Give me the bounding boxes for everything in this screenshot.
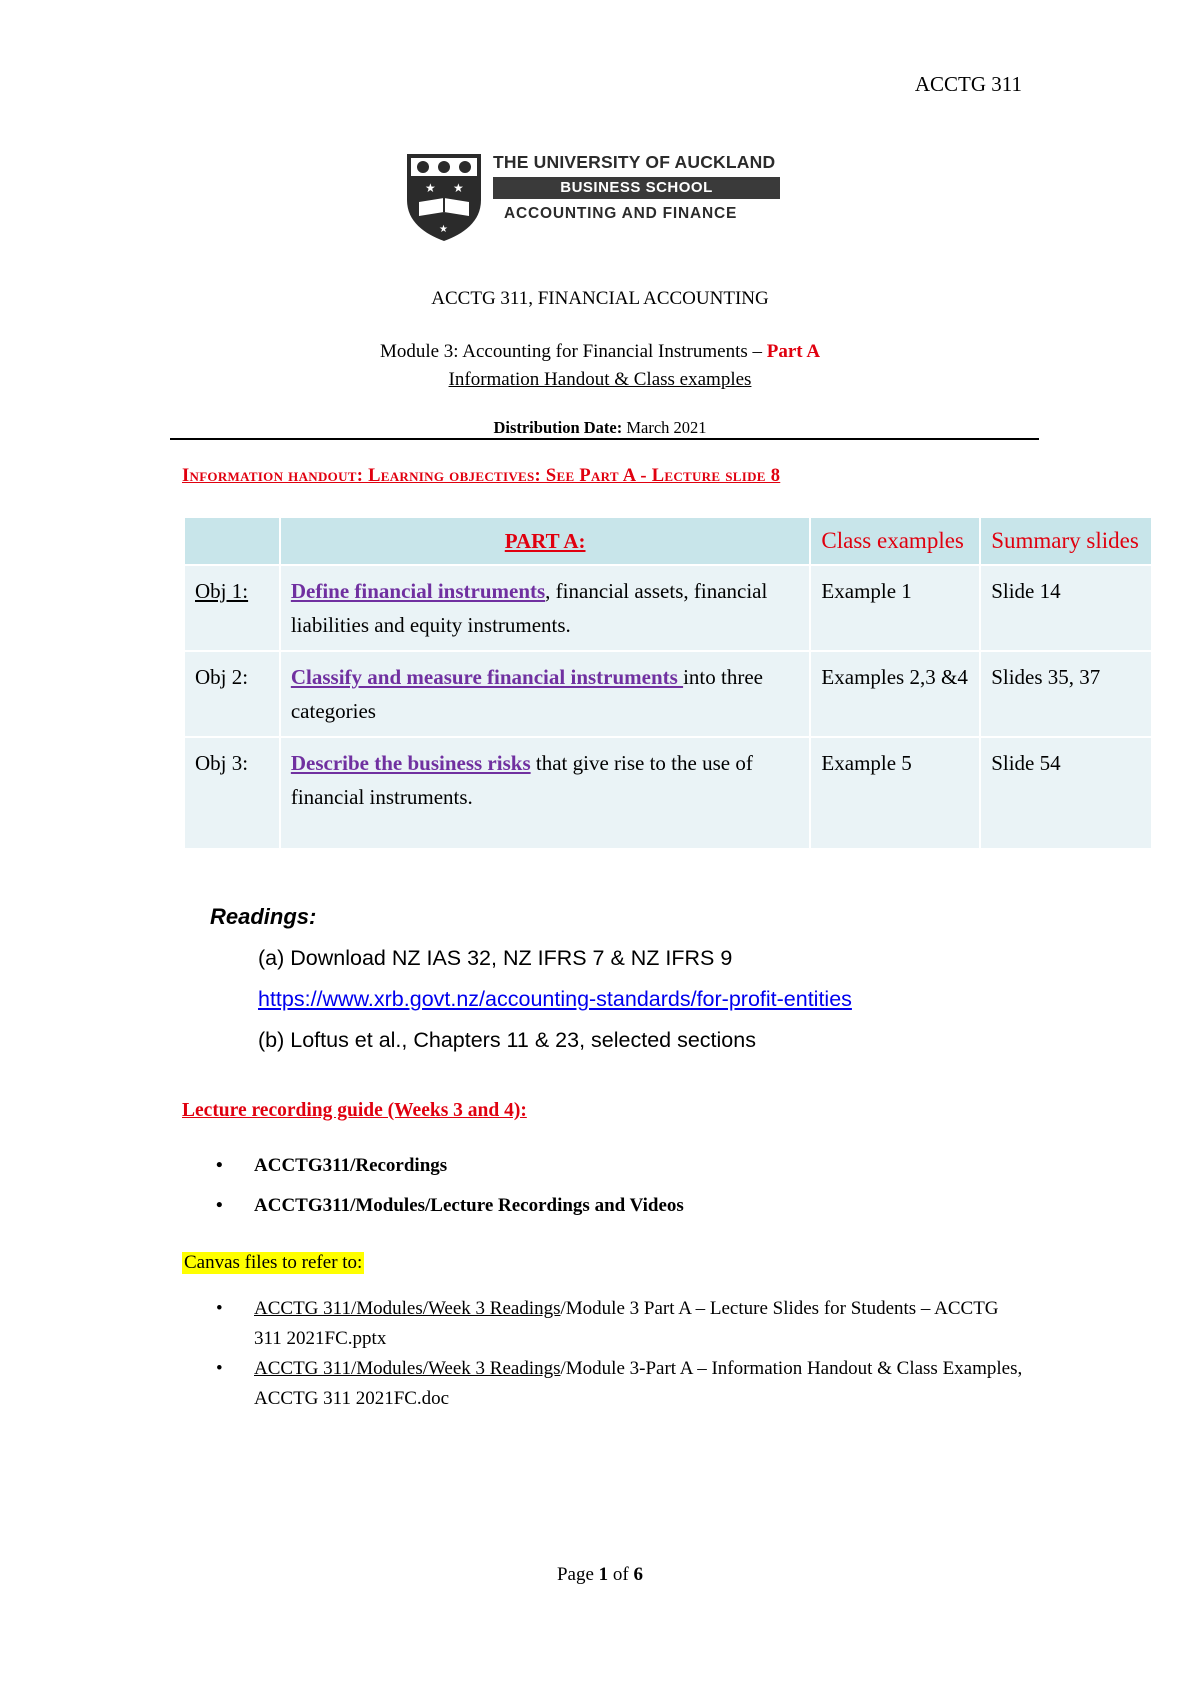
distribution-label: Distribution Date:: [493, 418, 623, 437]
objective-rest: , financial assets, financial liabilities and equity instruments.: [290, 579, 768, 637]
page-current: 1: [598, 1564, 609, 1585]
table-row: [184, 651, 1152, 737]
readings-heading: Readings:: [210, 904, 317, 929]
objectives-table: [183, 516, 1153, 850]
svg-text:★: ★: [439, 224, 448, 235]
module-part: Part A: [766, 341, 821, 362]
university-name: THE UNIVERSITY OF AUCKLAND: [493, 152, 776, 172]
table-header-cell: Class examples: [810, 517, 980, 565]
objective-highlight: Define financial instruments: [290, 579, 546, 603]
summary-slide-cell: Slide 54: [980, 737, 1152, 849]
objective-rest: into three categories: [290, 665, 763, 723]
table-row: [184, 737, 1152, 849]
page-of: of: [608, 1564, 634, 1585]
module-title-text: Module 3: Accounting for Financial Instruments –: [379, 341, 767, 362]
file-path: ACCTG 311/Modules/Week 3 Readings: [254, 1358, 561, 1379]
lecture-guide-heading: Lecture recording guide (Weeks 3 and 4):: [182, 1100, 527, 1121]
canvas-files-heading: Canvas files to refer to:: [184, 1252, 363, 1273]
file-name: /Module 3 Part A – Lecture Slides for Students – ACCTG 311 2021FC.pptx: [254, 1298, 999, 1349]
table-row: [184, 565, 1152, 651]
department-label: ACCOUNTING AND FINANCE: [504, 205, 738, 222]
objective-description: [280, 737, 811, 849]
summary-slide-cell: Slides 35, 37: [980, 651, 1152, 737]
distribution-date: [0, 418, 1200, 438]
objective-label: Obj 3:: [184, 737, 280, 849]
file-name: /Module 3-Part A – Information Handout & Class Examples, ACCTG 311 2021FC.doc: [254, 1358, 1023, 1409]
handout-title: Information Handout & Class examples: [448, 369, 752, 390]
class-example-cell: Example 5: [810, 737, 980, 849]
part-a-header: PART A:: [504, 529, 586, 553]
list-item: • ACCTG311/Recordings: [210, 1155, 684, 1177]
objective-highlight: Describe the business risks: [290, 751, 531, 775]
reading-item-a: (a) Download NZ IAS 32, NZ IFRS 7 & NZ IFRS 9: [258, 946, 733, 970]
table-header-row: [184, 517, 1152, 565]
objective-label: [184, 565, 280, 651]
objective-label-text: Obj 1:: [195, 579, 249, 603]
business-school-label: BUSINESS SCHOOL: [493, 177, 780, 199]
university-logo: [405, 152, 785, 242]
distribution-value: March 2021: [626, 418, 707, 437]
objective-description: [280, 565, 811, 651]
file-path: ACCTG 311/Modules/Week 3 Readings: [254, 1298, 561, 1319]
objective-description: [280, 651, 811, 737]
header-course-code: ACCTG 311: [914, 72, 1022, 96]
list-item: [210, 1354, 1030, 1414]
crest-icon: [405, 152, 483, 242]
table-header-cell: [184, 517, 280, 565]
list-item: • ACCTG311/Modules/Lecture Recordings and Videos: [210, 1195, 684, 1217]
page-number: [0, 1564, 1200, 1586]
svg-text:★: ★: [425, 181, 436, 195]
page-prefix: Page: [556, 1564, 599, 1585]
page-total: 6: [633, 1564, 643, 1585]
class-example-cell: Examples 2,3 &4: [810, 651, 980, 737]
horizontal-rule: [170, 438, 1039, 440]
standards-link[interactable]: https://www.xrb.govt.nz/accounting-standards/for-profit-entities: [258, 987, 852, 1011]
lecture-recording-list: [210, 1155, 684, 1235]
module-title: [0, 341, 1200, 363]
class-example-cell: Example 1: [810, 565, 980, 651]
svg-text:★: ★: [453, 181, 464, 195]
canvas-files-list: [210, 1294, 1030, 1414]
objective-rest: that give rise to the use of financial instruments.: [290, 751, 753, 809]
course-title: ACCTG 311, FINANCIAL ACCOUNTING: [431, 288, 769, 309]
table-header-cell: [280, 517, 811, 565]
objective-highlight: Classify and measure financial instruments: [290, 665, 684, 689]
objective-label: Obj 2:: [184, 651, 280, 737]
info-heading: Information handout: Learning objectives: See Part A - Lecture slide 8: [182, 466, 781, 486]
table-header-cell: Summary slides: [980, 517, 1152, 565]
summary-slide-cell: Slide 14: [980, 565, 1152, 651]
list-item: [210, 1294, 1030, 1354]
reading-item-b: (b) Loftus et al., Chapters 11 & 23, selected sections: [258, 1028, 756, 1052]
